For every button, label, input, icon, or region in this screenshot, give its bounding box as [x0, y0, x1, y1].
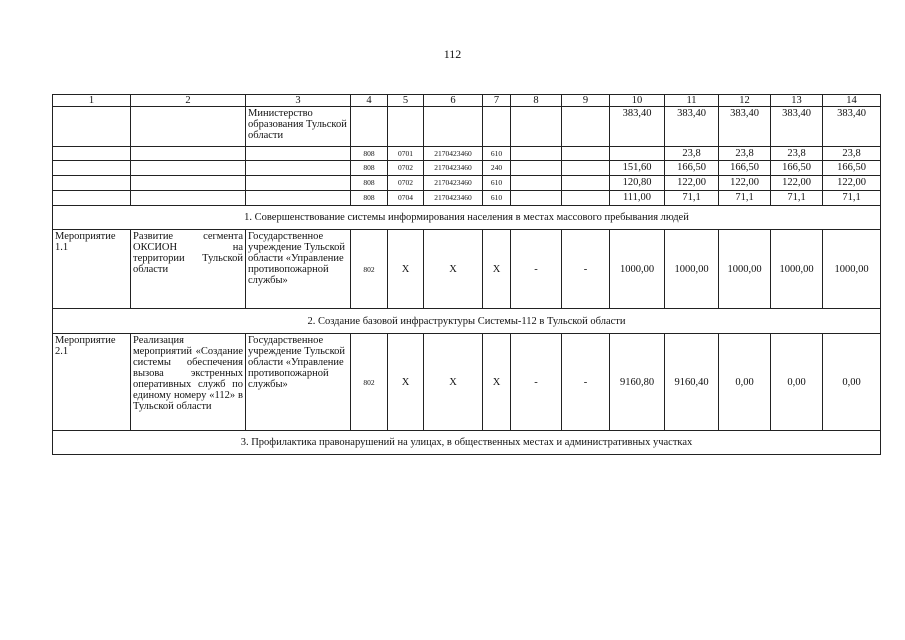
value-cell: 9160,40	[665, 334, 719, 431]
table-cell: X	[483, 334, 511, 431]
code-cell: 240	[483, 161, 511, 176]
value-cell: 122,00	[719, 176, 771, 191]
code-cell: 808	[351, 191, 388, 206]
table-cell	[246, 161, 351, 176]
header-cell: 3	[246, 95, 351, 107]
value-cell: 122,00	[823, 176, 881, 191]
value-cell: 122,00	[771, 176, 823, 191]
code-cell: 610	[483, 147, 511, 161]
value-cell: 122,00	[665, 176, 719, 191]
header-cell: 8	[511, 95, 562, 107]
table-cell	[511, 161, 562, 176]
table-cell	[562, 176, 610, 191]
header-cell: 1	[53, 95, 131, 107]
table-cell: -	[511, 334, 562, 431]
value-cell: 0,00	[771, 334, 823, 431]
table-cell: X	[483, 230, 511, 309]
table-cell	[53, 147, 131, 161]
code-cell: 808	[351, 161, 388, 176]
table-cell	[131, 176, 246, 191]
table-cell	[246, 191, 351, 206]
table-cell	[131, 191, 246, 206]
value-cell: 1000,00	[610, 230, 665, 309]
table-cell: -	[562, 230, 610, 309]
header-cell: 6	[424, 95, 483, 107]
code-cell: 808	[351, 176, 388, 191]
section-title: 1. Совершенствование системы информирования населения в местах массового пребывания людей	[53, 206, 881, 230]
table-cell	[131, 147, 246, 161]
value-cell: 23,8	[771, 147, 823, 161]
code-cell: 0702	[388, 161, 424, 176]
table-cell	[511, 191, 562, 206]
section-row	[53, 206, 881, 230]
table-cell	[511, 176, 562, 191]
header-cell: 14	[823, 95, 881, 107]
table-cell	[53, 161, 131, 176]
value-cell: 9160,80	[610, 334, 665, 431]
value-cell: 23,8	[719, 147, 771, 161]
section-title: 2. Создание базовой инфраструктуры Системы-112 в Тульской области	[53, 309, 881, 334]
value-cell: 383,40	[719, 107, 771, 147]
table-cell	[388, 107, 424, 147]
table-row	[53, 161, 881, 176]
header-cell: 12	[719, 95, 771, 107]
table-cell	[562, 147, 610, 161]
table-cell	[562, 161, 610, 176]
responsible-cell: Государственное учреждение Тульской области «Управление противопожарной службы»	[246, 334, 351, 431]
table-cell: -	[562, 334, 610, 431]
table-cell	[511, 147, 562, 161]
code-cell: 0701	[388, 147, 424, 161]
value-cell: 0,00	[719, 334, 771, 431]
value-cell: 120,80	[610, 176, 665, 191]
responsible-cell: Государственное учреждение Тульской области «Управление противопожарной службы»	[246, 230, 351, 309]
value-cell: 1000,00	[771, 230, 823, 309]
table-cell	[424, 107, 483, 147]
header-cell: 7	[483, 95, 511, 107]
event-id-cell: Мероприятие 1.1	[53, 230, 131, 309]
page-number: 112	[443, 47, 462, 61]
value-cell: 71,1	[823, 191, 881, 206]
value-cell: 23,8	[823, 147, 881, 161]
table-cell	[53, 176, 131, 191]
code-cell: 802	[351, 334, 388, 431]
value-cell: 166,50	[665, 161, 719, 176]
code-cell: 610	[483, 176, 511, 191]
table-cell	[246, 176, 351, 191]
value-cell: 71,1	[771, 191, 823, 206]
code-cell: 808	[351, 147, 388, 161]
code-cell: 0704	[388, 191, 424, 206]
section-row	[53, 431, 881, 455]
header-cell: 11	[665, 95, 719, 107]
responsible-cell: Министерство образования Тульской области	[246, 107, 351, 147]
table-cell	[562, 107, 610, 147]
header-cell: 13	[771, 95, 823, 107]
table-cell	[511, 107, 562, 147]
table-cell	[351, 107, 388, 147]
header-cell: 2	[131, 95, 246, 107]
code-cell: 610	[483, 191, 511, 206]
table-cell: X	[388, 334, 424, 431]
value-cell: 1000,00	[665, 230, 719, 309]
value-cell: 166,50	[771, 161, 823, 176]
code-cell: 2170423460	[424, 191, 483, 206]
table-cell	[246, 147, 351, 161]
budget-table	[52, 94, 881, 455]
value-cell: 1000,00	[719, 230, 771, 309]
table-cell: X	[424, 334, 483, 431]
table-row	[53, 191, 881, 206]
value-cell: 0,00	[823, 334, 881, 431]
event-row	[53, 334, 881, 431]
value-cell: 111,00	[610, 191, 665, 206]
table-cell: -	[511, 230, 562, 309]
table-cell	[562, 191, 610, 206]
code-cell: 2170423460	[424, 147, 483, 161]
table-cell	[131, 107, 246, 147]
value-cell: 71,1	[665, 191, 719, 206]
event-name-cell: Реализация мероприятий «Создание системы обеспечения вызова экстренных оперативных служб по единому номеру «112» в Тульской области	[131, 334, 246, 431]
event-id-cell: Мероприятие 2.1	[53, 334, 131, 431]
event-row	[53, 230, 881, 309]
table-cell	[483, 107, 511, 147]
event-name-cell: Развитие сегмента ОКСИОН на территории Тульской области	[131, 230, 246, 309]
table-row	[53, 147, 881, 161]
value-cell: 166,50	[719, 161, 771, 176]
value-cell: 1000,00	[823, 230, 881, 309]
table-cell	[53, 191, 131, 206]
code-cell: 2170423460	[424, 161, 483, 176]
value-cell: 151,60	[610, 161, 665, 176]
value-cell: 71,1	[719, 191, 771, 206]
section-title: 3. Профилактика правонарушений на улицах, в общественных местах и административных участках	[53, 431, 881, 455]
header-cell: 5	[388, 95, 424, 107]
header-row	[53, 95, 881, 107]
value-cell: 383,40	[665, 107, 719, 147]
code-cell: 802	[351, 230, 388, 309]
value-cell: 383,40	[771, 107, 823, 147]
header-cell: 4	[351, 95, 388, 107]
table-cell: X	[424, 230, 483, 309]
value-cell	[610, 147, 665, 161]
value-cell: 166,50	[823, 161, 881, 176]
value-cell: 383,40	[610, 107, 665, 147]
table-cell	[131, 161, 246, 176]
budget-table-frame	[52, 94, 880, 455]
section-row	[53, 309, 881, 334]
value-cell: 383,40	[823, 107, 881, 147]
table-cell: X	[388, 230, 424, 309]
table-row	[53, 176, 881, 191]
code-cell: 2170423460	[424, 176, 483, 191]
value-cell: 23,8	[665, 147, 719, 161]
table-row	[53, 107, 881, 147]
header-cell: 10	[610, 95, 665, 107]
code-cell: 0702	[388, 176, 424, 191]
header-cell: 9	[562, 95, 610, 107]
table-cell	[53, 107, 131, 147]
